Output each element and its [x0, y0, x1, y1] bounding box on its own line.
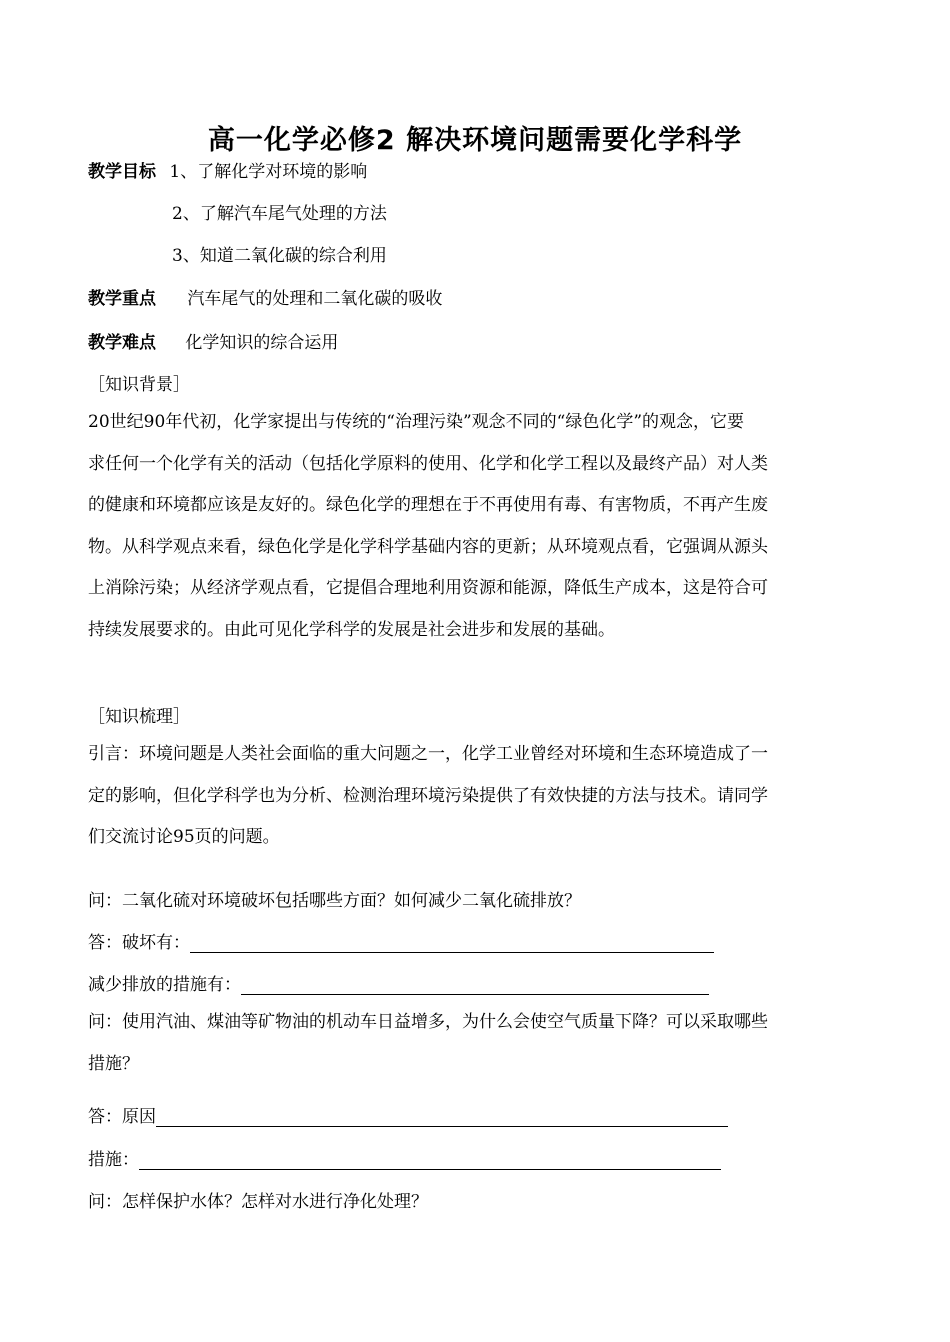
key-point-row: [88, 284, 442, 309]
objectives-label: 教学目标: [88, 162, 156, 182]
document-title: 高一化学必修2 解决环境问题需要化学科学: [207, 125, 743, 156]
answer-1-label: 答：破坏有：: [88, 933, 190, 953]
question-2: [88, 1002, 863, 1085]
paragraph-line: 持续发展要求的。由此可见化学科学的发展是社会进步和发展的基础。: [88, 619, 615, 640]
objective-item: 3、知道二氧化碳的综合利用: [172, 246, 387, 266]
question-3: 问：怎样保护水体？怎样对水进行净化处理？: [88, 1192, 428, 1212]
answer-1-row: [88, 928, 714, 953]
key-point-text: 汽车尾气的处理和二氧化碳的吸收: [187, 289, 443, 309]
answer-1b-label: 减少排放的措施有：: [88, 975, 241, 995]
paragraph-line: 20世纪90年代初，化学家提出与传统的“治理污染”观念不同的“绿色化学”的观念，它要: [88, 412, 745, 432]
objectives-row: [88, 157, 367, 182]
answer-1b-blank[interactable]: [241, 976, 709, 995]
paragraph-line: 措施？: [88, 1053, 139, 1074]
paragraph-line: 上消除污染；从经济学观点看，它提倡合理地利用资源和能源，降低生产成本，这是符合可: [88, 578, 768, 598]
answer-2-blank[interactable]: [156, 1108, 728, 1127]
paragraph-line: 们交流讨论95页的问题。: [88, 827, 280, 847]
answer-2-row: [88, 1102, 728, 1127]
answer-2b-row: [88, 1145, 721, 1170]
objective-item: 1、了解化学对环境的影响: [169, 162, 368, 182]
difficulty-row: [88, 328, 338, 353]
objective-item: 2、了解汽车尾气处理的方法: [172, 204, 387, 224]
paragraph-line: 的健康和环境都应该是友好的。绿色化学的理想在于不再使用有毒、有害物质，不再产生废: [88, 495, 768, 515]
paragraph-line: 引言：环境问题是人类社会面临的重大问题之一，化学工业曾经对环境和生态环境造成了一: [88, 744, 768, 764]
key-point-label: 教学重点: [88, 289, 156, 309]
paragraph-line: 定的影响，但化学科学也为分析、检测治理环境污染提供了有效快捷的方法与技术。请同学: [88, 785, 768, 806]
background-paragraph: [88, 402, 863, 651]
paragraph-line: 问：使用汽油、煤油等矿物油的机动车日益增多，为什么会使空气质量下降？可以采取哪些: [88, 1012, 768, 1032]
question-1: 问：二氧化硫对环境破坏包括哪些方面？如何减少二氧化硫排放？: [88, 891, 581, 911]
intro-paragraph: [88, 734, 863, 859]
answer-1b-row: [88, 970, 709, 995]
answer-2b-label: 措施：: [88, 1150, 139, 1170]
difficulty-label: 教学难点: [88, 333, 156, 353]
answer-2b-blank[interactable]: [139, 1151, 721, 1170]
paragraph-line: 物。从科学观点来看，绿色化学是化学科学基础内容的更新；从环境观点看，它强调从源头: [88, 536, 768, 557]
background-heading: ［知识背景］: [88, 375, 190, 395]
difficulty-text: 化学知识的综合运用: [185, 333, 339, 353]
answer-2-label: 答：原因: [88, 1107, 156, 1127]
answer-1-blank[interactable]: [190, 934, 714, 953]
review-heading: ［知识梳理］: [88, 707, 190, 727]
paragraph-line: 求任何一个化学有关的活动（包括化学原料的使用、化学和化学工程以及最终产品）对人类: [88, 453, 768, 474]
